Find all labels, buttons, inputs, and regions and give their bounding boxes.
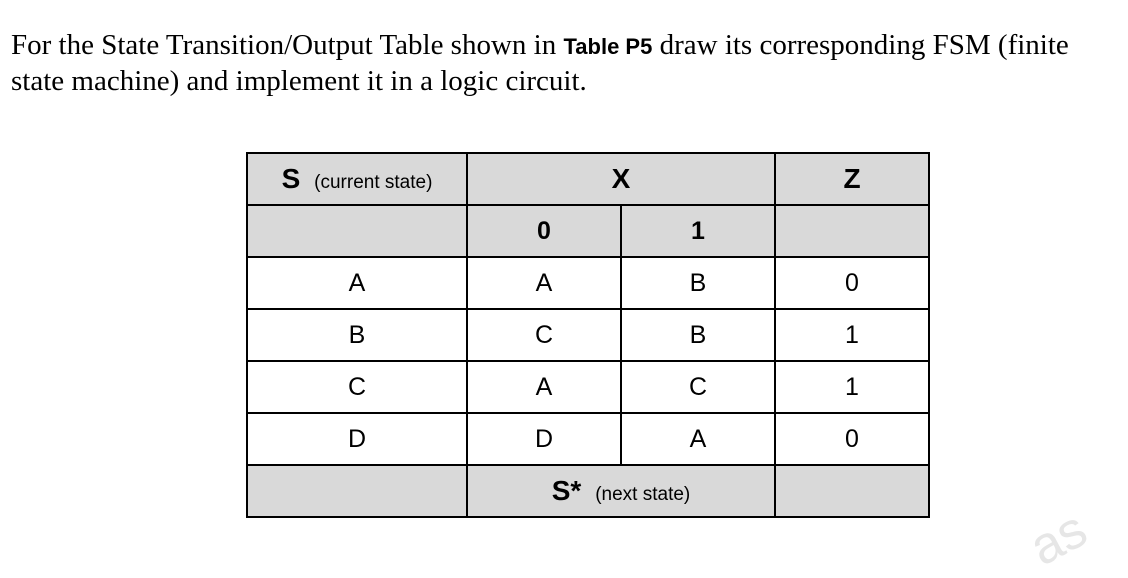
next-state-x1-cell: B [621, 257, 775, 309]
next-state-x1-cell: A [621, 413, 775, 465]
table-subheader-row [247, 205, 929, 257]
footer-empty-left [247, 465, 467, 517]
next-state-x1-cell: C [621, 361, 775, 413]
next-state-x0-cell: A [467, 257, 621, 309]
next-state-x1-cell: B [621, 309, 775, 361]
current-state-cell: B [247, 309, 467, 361]
next-state-footer [467, 465, 775, 517]
next-state-symbol: S* [551, 475, 582, 506]
current-state-cell: A [247, 257, 467, 309]
prompt-text-after: draw its corresponding FSM (finite state machine) and implement it in a logic circuit. [11, 29, 1069, 97]
subheader-empty-left [247, 205, 467, 257]
current-state-note: (current state) [314, 172, 433, 193]
table-row [247, 257, 929, 309]
output-cell: 1 [775, 309, 929, 361]
output-cell: 0 [775, 257, 929, 309]
current-state-symbol: S [281, 163, 301, 194]
prompt-text-before: For the State Transition/Output Table shown in [11, 29, 564, 61]
watermark-text: as [1020, 500, 1097, 578]
output-cell: 1 [775, 361, 929, 413]
table-header-row [247, 153, 929, 205]
table-row [247, 361, 929, 413]
footer-empty-right [775, 465, 929, 517]
current-state-cell: D [247, 413, 467, 465]
next-state-x0-cell: C [467, 309, 621, 361]
output-z-header [775, 153, 929, 205]
input-x0-header: 0 [467, 205, 621, 257]
output-z-symbol: Z [843, 163, 861, 194]
output-cell: 0 [775, 413, 929, 465]
next-state-x0-cell: A [467, 361, 621, 413]
input-x1-header: 1 [621, 205, 775, 257]
next-state-x0-cell: D [467, 413, 621, 465]
table-row [247, 413, 929, 465]
table-reference: Table P5 [563, 34, 653, 59]
state-transition-table [246, 152, 930, 518]
table-footer-row [247, 465, 929, 517]
current-state-header [247, 153, 467, 205]
current-state-cell: C [247, 361, 467, 413]
input-x-header [467, 153, 775, 205]
subheader-empty-right [775, 205, 929, 257]
next-state-note: (next state) [595, 484, 691, 505]
table-row [247, 309, 929, 361]
problem-statement [11, 28, 1121, 99]
input-x-symbol: X [611, 163, 631, 194]
